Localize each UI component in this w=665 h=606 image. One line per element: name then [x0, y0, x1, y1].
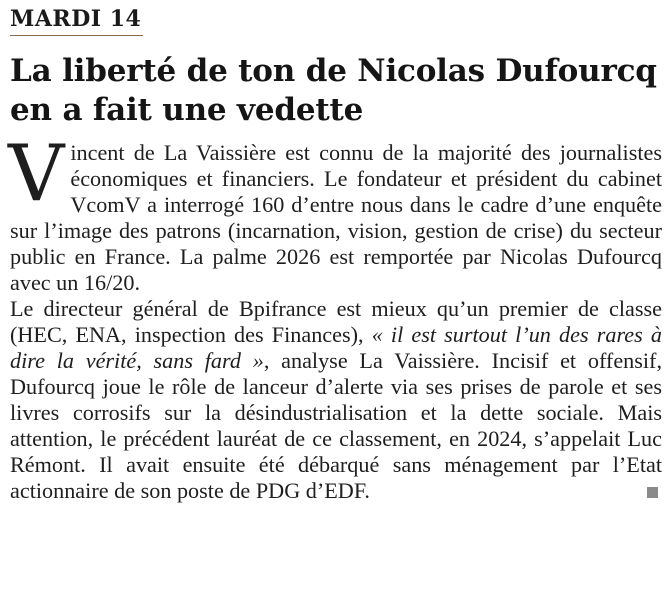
paragraph-2 — [10, 296, 662, 504]
paragraph-1 — [8, 129, 662, 296]
date-kicker: MARDI 14 — [10, 6, 143, 36]
quote: « il est surtout l’un des rares à dire la vérité, sans fard » — [10, 322, 662, 373]
paragraph-2-lead: Le directeur général de Bpifrance est mieux qu’un premier de classe (HEC, ENA, inspection des Finances), — [10, 296, 662, 347]
paragraph-2-rest: , analyse La Vaissière. Incisif et offensif, Dufourcq joue le rôle de lanceur d’alerte via ses prises de parole et ses livres corrosifs sur la désindustrialisation et la dette sociale. Mais attention, le précédent lauréat de ce classement, en 2024, s’appelait Luc Rémont. Il avait ensuite été débarqué sans ménagement par l’Etat actionnaire de son poste de PDG d’EDF. — [10, 348, 662, 503]
end-square-icon — [647, 487, 658, 498]
drop-cap: V — [8, 129, 65, 219]
article — [10, 6, 662, 504]
headline: La liberté de ton de Nicolas Dufourcq en a fait une vedette — [10, 53, 657, 128]
article-body — [8, 129, 662, 504]
paragraph-1-text: incent de La Vaissière est connu de la majorité des journalistes économiques et financiers. Le fondateur et président du cabinet VcomV a interrogé 160 d’entre nous dans le cadre d’une enquête sur l’image des patrons (incarnation, vision, gestion de crise) du secteur public en France. La palme 2026 est remportée par Nicolas Dufourcq avec un 16/20. — [10, 140, 662, 295]
